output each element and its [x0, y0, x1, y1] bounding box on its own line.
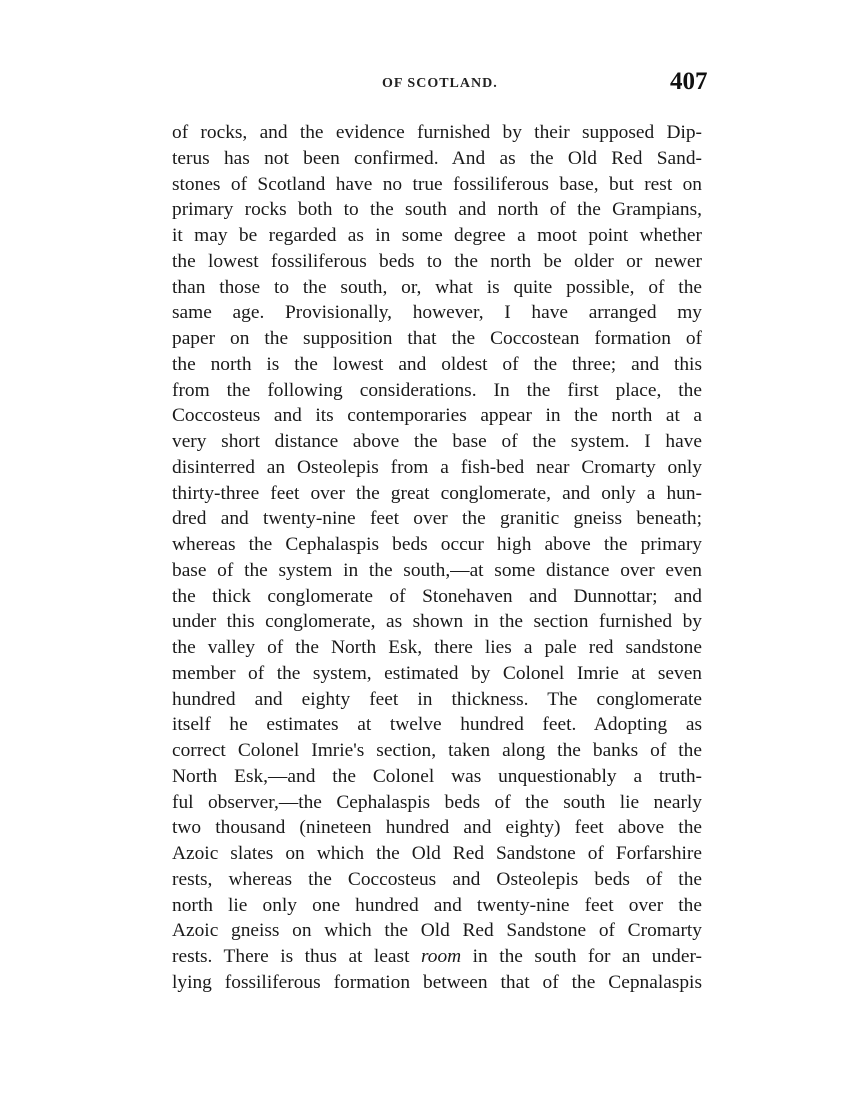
text-line: the north is the lowest and oldest of the three; and this: [172, 353, 702, 375]
text-line: stones of Scotland have no true fossiliferous base, but rest on: [172, 173, 702, 195]
text-line: hundred and eighty feet in thickness. The conglomerate: [172, 688, 702, 710]
text-line: primary rocks both to the south and north of the Grampians,: [172, 199, 702, 221]
text-line: Coccosteus and its contemporaries appear in the north at a: [172, 405, 702, 427]
text-line: the valley of the North Esk, there lies a pale red sandstone: [172, 637, 702, 658]
text-segment: in the south for an under-: [461, 946, 702, 967]
text-line: it may be regarded as in some degree a moot point whether: [172, 225, 702, 246]
text-line: whereas the Cephalaspis beds occur high above the primary: [172, 534, 702, 555]
text-line: member of the system, estimated by Colonel Imrie at seven: [172, 662, 702, 684]
text-line: lying fossiliferous formation between that of the Cepnalaspis: [172, 971, 702, 993]
text-line: very short distance above the base of the system. I have: [172, 431, 702, 452]
text-line: terus has not been confirmed. And as the Old Red Sand-: [172, 147, 702, 169]
text-line: than those to the south, or, what is quite possible, of the: [172, 276, 702, 298]
running-title: OF SCOTLAND.: [382, 76, 498, 91]
text-line: paper on the supposition that the Coccostean formation of: [172, 328, 702, 349]
text-line: base of the system in the south,—at some distance over even: [172, 559, 702, 581]
text-line-with-italic: [172, 944, 702, 970]
text-line: Azoic slates on which the Old Red Sandstone of Forfarshire: [172, 843, 702, 864]
text-line: correct Colonel Imrie's section, taken along the banks of the: [172, 740, 702, 761]
text-line: rests, whereas the Coccosteus and Osteolepis beds of the: [172, 868, 702, 890]
italic-word: room: [420, 946, 462, 967]
text-line: thirty-three feet over the great conglomerate, and only a hun-: [172, 482, 702, 504]
text-line: Azoic gneiss on which the Old Red Sandstone of Cromarty: [172, 920, 702, 942]
text-line: north lie only one hundred and twenty-nine feet over the: [172, 894, 702, 916]
text-segment: rests. There is thus at least: [172, 946, 421, 967]
page-number: 407: [670, 68, 708, 95]
body-text: [172, 120, 702, 996]
text-line: ful observer,—the Cephalaspis beds of the south lie nearly: [172, 791, 702, 813]
text-line: disinterred an Osteolepis from a fish-bed near Cromarty only: [172, 456, 702, 478]
text-line: dred and twenty-nine feet over the granitic gneiss beneath;: [172, 508, 702, 530]
text-line: two thousand (nineteen hundred and eighty) feet above the: [172, 817, 702, 839]
text-line: the lowest fossiliferous beds to the north be older or newer: [172, 250, 702, 272]
running-head: [0, 68, 850, 102]
text-line: under this conglomerate, as shown in the section furnished by: [172, 611, 702, 633]
text-line: North Esk,—and the Colonel was unquestionably a truth-: [172, 765, 702, 787]
text-line: same age. Provisionally, however, I have arranged my: [172, 302, 702, 324]
text-line: itself he estimates at twelve hundred feet. Adopting as: [172, 714, 702, 736]
text-line: of rocks, and the evidence furnished by their supposed Dip-: [172, 122, 702, 143]
text-line: from the following considerations. In the first place, the: [172, 379, 702, 401]
text-line: the thick conglomerate of Stonehaven and Dunnottar; and: [172, 585, 702, 607]
